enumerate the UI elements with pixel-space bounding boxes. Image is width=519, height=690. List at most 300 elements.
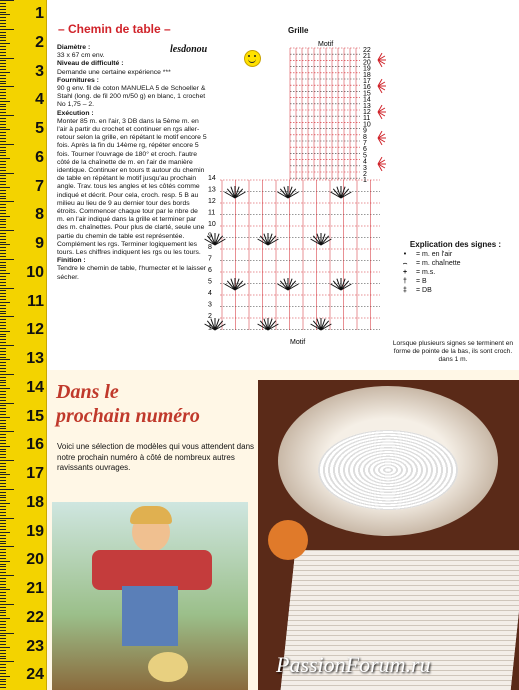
ruler-tick [0, 20, 6, 21]
ruler-tick [0, 348, 6, 349]
ruler-tick [0, 293, 6, 294]
ruler-tick [0, 546, 14, 547]
ruler-tick [0, 627, 6, 628]
ruler-tick [0, 607, 6, 608]
ruler-tick [0, 26, 6, 27]
ruler-tick [0, 463, 6, 464]
ruler-tick [0, 150, 6, 151]
ruler-tick [0, 676, 10, 677]
ruler-tick [0, 141, 6, 142]
ruler-tick [0, 282, 6, 283]
ruler-number: 10 [26, 263, 44, 281]
row-number-left: 8 [208, 244, 212, 251]
ruler-tick [0, 3, 6, 4]
ruler-tick [0, 325, 6, 326]
ruler-tick [0, 371, 6, 372]
row-number-right: 1 [363, 177, 367, 185]
row-number-left: 5 [208, 278, 212, 286]
ruler-tick [0, 644, 6, 645]
ruler-tick [0, 224, 6, 225]
ruler-tick [0, 256, 6, 257]
ruler-tick [0, 132, 6, 133]
ruler-tick [0, 661, 14, 662]
ruler-tick [0, 446, 10, 447]
legend-note: Lorsque plusieurs signes se terminent en forme de pointe de la bas, ils sont croch. dans 1 m. [392, 340, 514, 363]
ruler-tick [0, 523, 6, 524]
ruler-tick [0, 440, 6, 441]
ruler-tick [0, 500, 6, 501]
ruler-tick [0, 587, 6, 588]
ruler-number: 18 [26, 493, 44, 511]
ruler-tick [0, 477, 6, 478]
ruler-tick [0, 152, 6, 153]
difficulty-value: Demande une certaine expérience *** [57, 68, 171, 76]
ruler-tick [0, 285, 6, 286]
ruler-tick [0, 316, 14, 317]
ruler-tick [0, 83, 6, 84]
ruler-tick [0, 684, 6, 685]
row-number-right: 5 [363, 152, 367, 160]
ruler-tick [0, 339, 6, 340]
row-number-right: 21 [363, 53, 371, 61]
ruler-tick [0, 101, 10, 102]
row-number-right: 19 [363, 65, 371, 73]
ruler-tick [0, 443, 6, 444]
ruler-tick [0, 155, 6, 156]
row-number-left: 1 [208, 324, 212, 332]
ruler-tick [0, 193, 6, 194]
ruler-tick [0, 509, 6, 510]
ruler-tick [0, 276, 6, 277]
ruler-tick [0, 184, 6, 185]
ruler-number: 11 [27, 292, 44, 310]
ruler-tick [0, 210, 6, 211]
ruler-tick [0, 17, 6, 18]
legend-symbol: • [403, 251, 407, 258]
ruler-tick [0, 486, 6, 487]
ruler-tick [0, 420, 6, 421]
legend-text: = m. en l'air [416, 251, 453, 258]
ruler-tick [0, 334, 6, 335]
ruler-tick [0, 29, 14, 30]
ruler-tick [0, 575, 14, 576]
ruler-tick [0, 434, 6, 435]
ruler-tick [0, 288, 14, 289]
ruler-tick [0, 437, 6, 438]
ruler-tick [0, 681, 6, 682]
ruler-tick [0, 147, 6, 148]
ruler-tick [0, 578, 6, 579]
row-number-right: 12 [363, 109, 371, 116]
grille-label: Grille [288, 26, 309, 35]
row-number-right: 13 [363, 102, 371, 110]
ruler-tick [0, 127, 6, 128]
ruler-tick [0, 66, 6, 67]
ruler-tick [0, 612, 6, 613]
ruler-tick [0, 308, 6, 309]
ruler-tick [0, 368, 6, 369]
ruler-tick [0, 357, 6, 358]
ruler-tick [0, 610, 6, 611]
ruler-tick [0, 650, 6, 651]
ruler-tick [0, 495, 6, 496]
ruler-number: 21 [26, 580, 44, 597]
ruler-tick [0, 621, 6, 622]
ruler-tick [0, 515, 6, 516]
ruler-tick [0, 75, 6, 76]
ruler-tick [0, 207, 6, 208]
legend-symbol: ⌢ [402, 260, 408, 267]
ruler-tick [0, 23, 6, 24]
ruler-tick [0, 213, 6, 214]
ruler-tick [0, 423, 6, 424]
ruler-tick [0, 247, 6, 248]
ruler-tick [0, 124, 6, 125]
ruler-tick [0, 380, 6, 381]
ruler-tick [0, 589, 10, 590]
ruler-tick [0, 641, 6, 642]
ruler-tick [0, 43, 10, 44]
ruler-number: 1 [35, 5, 44, 22]
ruler-tick [0, 72, 10, 73]
ruler-tick [0, 328, 6, 329]
ruler-tick [0, 454, 6, 455]
ruler-tick [0, 161, 6, 162]
ruler-tick [0, 190, 6, 191]
row-number-left: 6 [208, 267, 212, 274]
ruler-tick [0, 592, 6, 593]
ruler-tick [0, 483, 6, 484]
ruler-tick [0, 35, 6, 36]
row-number-right: 15 [363, 90, 371, 98]
ruler-tick [0, 345, 14, 346]
ruler-tick [0, 265, 6, 266]
ruler-tick [0, 253, 6, 254]
ruler-tick [0, 170, 6, 171]
ruler-tick [0, 69, 6, 70]
measuring-ruler [0, 0, 47, 690]
ruler-tick [0, 216, 10, 217]
ruler-tick [0, 374, 14, 375]
ruler-tick [0, 6, 6, 7]
ruler-tick [0, 290, 6, 291]
row-number-right: 8 [363, 133, 367, 141]
ruler-tick [0, 78, 6, 79]
ruler-tick [0, 196, 6, 197]
row-number-right: 2 [363, 171, 367, 178]
ruler-tick [0, 279, 6, 280]
ruler-tick [0, 526, 6, 527]
ruler-tick [0, 664, 6, 665]
watermark: PassionForum.ru [276, 652, 431, 677]
row-number-left: 14 [208, 175, 216, 182]
ruler-tick [0, 417, 10, 418]
ruler-tick [0, 121, 6, 122]
supplies-text: 90 g env. fil de coton MANUELA 5 de Schoeller & Stahl (long. de fil 200 m/50 g) en blanc, 1 crochet No 1,75 – 2. [57, 85, 206, 109]
ruler-tick [0, 658, 6, 659]
ruler-tick [0, 572, 6, 573]
legend-symbol: † [403, 278, 407, 285]
ruler-tick [0, 403, 14, 404]
ruler-tick [0, 630, 6, 631]
ruler-tick [0, 58, 14, 59]
ruler-tick [0, 250, 6, 251]
ruler-tick [0, 512, 6, 513]
ruler-tick [0, 106, 6, 107]
ruler-tick [0, 173, 14, 174]
ruler-tick [0, 37, 6, 38]
ruler-tick [0, 503, 10, 504]
legend-title: Explication des signes : [409, 240, 502, 249]
ruler-number: 22 [26, 608, 44, 626]
ruler-tick [0, 89, 6, 90]
ruler-tick [0, 46, 6, 47]
legend-item [398, 286, 513, 295]
ruler-tick [0, 219, 6, 220]
ruler-tick [0, 377, 6, 378]
next-issue-title-line1: Dans le [56, 381, 119, 403]
ruler-tick [0, 428, 6, 429]
legend-text: = DB [416, 287, 432, 294]
supplies-label: Fournitures : [57, 76, 99, 84]
ruler-number: 5 [35, 120, 44, 137]
ruler-tick [0, 624, 6, 625]
row-number-left: 2 [208, 313, 212, 320]
dimensions-value: 33 x 67 cm env. [57, 52, 105, 60]
ruler-tick [0, 604, 14, 605]
ruler-tick [0, 60, 6, 61]
ruler-number: 9 [35, 235, 44, 252]
ruler-tick [0, 178, 6, 179]
ruler-tick [0, 667, 6, 668]
ruler-tick [0, 518, 14, 519]
ruler-tick [0, 558, 6, 559]
ruler-tick [0, 55, 6, 56]
ruler-tick [0, 426, 6, 427]
ruler-tick [0, 81, 6, 82]
ruler-tick [0, 411, 6, 412]
finish-label: Finition : [57, 257, 86, 265]
legend-item [398, 268, 513, 277]
ruler-tick [0, 144, 14, 145]
next-issue-title-line2: prochain numéro [56, 405, 200, 427]
ruler-tick [0, 538, 6, 539]
ruler-number: 6 [35, 148, 44, 166]
ruler-tick [0, 63, 6, 64]
row-number-right: 3 [363, 164, 367, 172]
ruler-tick [0, 230, 14, 231]
ruler-tick [0, 408, 6, 409]
ruler-tick [0, 40, 6, 41]
dimensions-label: Diamètre : [57, 44, 91, 51]
legend [398, 240, 513, 295]
ruler-tick [0, 615, 6, 616]
ruler-tick [0, 98, 6, 99]
ruler-tick [0, 679, 6, 680]
ruler-tick [0, 342, 6, 343]
ruler-tick [0, 322, 6, 323]
ruler-tick [0, 12, 6, 13]
ruler-number: 14 [26, 378, 44, 396]
ruler-tick [0, 9, 6, 10]
ruler-tick [0, 388, 10, 389]
ruler-tick [0, 520, 6, 521]
ruler-tick [0, 112, 6, 113]
ruler-tick [0, 492, 6, 493]
legend-text: = B [416, 278, 427, 285]
ruler-tick [0, 313, 6, 314]
difficulty-label: Niveau de difficulté : [57, 60, 124, 68]
row-number-right: 9 [363, 127, 367, 135]
ruler-number: 4 [35, 91, 44, 109]
ruler-tick [0, 95, 6, 96]
ruler-tick [0, 0, 14, 1]
legend-symbol: + [402, 269, 408, 276]
legend-item [398, 277, 513, 286]
ruler-tick [0, 670, 6, 671]
ruler-tick [0, 109, 6, 110]
ruler-tick [0, 138, 6, 139]
ruler-tick [0, 391, 6, 392]
ruler-tick [0, 647, 10, 648]
ruler-tick [0, 397, 6, 398]
row-number-right: 6 [363, 146, 367, 154]
ruler-tick [0, 167, 6, 168]
ruler-tick [0, 469, 6, 470]
ruler-tick [0, 351, 6, 352]
ruler-tick [0, 273, 10, 274]
row-number-left: 10 [208, 221, 216, 228]
ruler-tick [0, 472, 6, 473]
row-number-right: 18 [363, 71, 371, 79]
ruler-tick [0, 543, 6, 544]
ruler-tick [0, 635, 6, 636]
ruler-tick [0, 405, 6, 406]
ruler-tick [0, 457, 6, 458]
ruler-tick [0, 653, 6, 654]
legend-text: = m. chaînette [416, 260, 461, 267]
ruler-tick [0, 181, 6, 182]
ruler-tick [0, 431, 14, 432]
ruler-tick [0, 451, 6, 452]
ruler-number: 7 [35, 177, 44, 195]
ruler-number: 23 [26, 637, 44, 655]
ruler-number: 15 [26, 407, 44, 425]
ruler-tick [0, 86, 14, 87]
ruler-tick [0, 549, 6, 550]
motif-label-top: Motif [318, 41, 334, 48]
ruler-tick [0, 535, 6, 536]
finish-text: Tendre le chemin de table, l'humecter et le laisser sécher. [57, 265, 207, 281]
ruler-tick [0, 299, 6, 300]
ruler-tick [0, 569, 6, 570]
ruler-tick [0, 92, 6, 93]
execution-label: Exécution : [57, 109, 94, 117]
ruler-tick [0, 227, 6, 228]
ruler-tick [0, 14, 10, 15]
ruler-tick [0, 311, 6, 312]
ruler-number: 8 [35, 206, 44, 224]
ruler-tick [0, 267, 6, 268]
ruler-number: 19 [26, 522, 44, 540]
next-issue-text: Voici une sélection de modèles qui vous attendent dans notre prochain numéro à côté de nombreux autres ravissants ouvrages. [57, 442, 255, 472]
row-number-right: 22 [363, 47, 371, 54]
row-number-left: 13 [208, 186, 216, 194]
ruler-tick [0, 319, 6, 320]
ruler-tick [0, 158, 10, 159]
ruler-tick [0, 638, 6, 639]
crochet-chart [200, 30, 400, 350]
doll-photo [52, 502, 248, 690]
motif-label-bottom: Motif [290, 339, 306, 346]
ruler-tick [0, 331, 10, 332]
ruler-tick [0, 164, 6, 165]
row-number-right: 7 [363, 140, 367, 147]
ruler-tick [0, 466, 6, 467]
row-number-left: 7 [208, 255, 212, 263]
ruler-number: 20 [26, 551, 44, 569]
row-number-left: 4 [208, 290, 212, 297]
ruler-tick [0, 474, 10, 475]
ruler-tick [0, 129, 10, 130]
row-number-right: 16 [363, 84, 371, 92]
ruler-number: 24 [26, 666, 44, 684]
row-number-right: 17 [363, 78, 371, 85]
ruler-tick [0, 449, 6, 450]
author-signature: lesdonou [170, 44, 208, 55]
ruler-tick [0, 618, 10, 619]
ruler-tick [0, 400, 6, 401]
ruler-tick [0, 394, 6, 395]
ruler-number: 3 [35, 62, 44, 80]
ruler-tick [0, 382, 6, 383]
ruler-tick [0, 656, 6, 657]
ruler-tick [0, 365, 6, 366]
ruler-tick [0, 244, 10, 245]
ruler-tick [0, 584, 6, 585]
ruler-tick [0, 460, 14, 461]
ruler-tick [0, 135, 6, 136]
ruler-tick [0, 541, 6, 542]
ruler-tick [0, 221, 6, 222]
ruler-tick [0, 555, 6, 556]
row-number-right: 20 [363, 59, 371, 67]
ruler-tick [0, 414, 6, 415]
ruler-tick [0, 305, 6, 306]
ruler-number: 12 [26, 321, 44, 339]
ruler-number: 16 [26, 436, 44, 454]
ruler-tick [0, 336, 6, 337]
row-number-left: 11 [208, 209, 216, 217]
ruler-tick [0, 566, 6, 567]
ruler-tick [0, 187, 10, 188]
ruler-number: 17 [26, 465, 44, 482]
next-issue-title [56, 380, 200, 428]
ruler-tick [0, 687, 6, 688]
ruler-tick [0, 581, 6, 582]
ruler-tick [0, 598, 6, 599]
ruler-tick [0, 480, 6, 481]
ruler-tick [0, 201, 14, 202]
ruler-tick [0, 32, 6, 33]
ruler-tick [0, 552, 6, 553]
ruler-tick [0, 354, 6, 355]
ruler-tick [0, 52, 6, 53]
ruler-number: 2 [35, 33, 44, 51]
ruler-tick [0, 296, 6, 297]
ruler-tick [0, 115, 14, 116]
ruler-tick [0, 359, 10, 360]
